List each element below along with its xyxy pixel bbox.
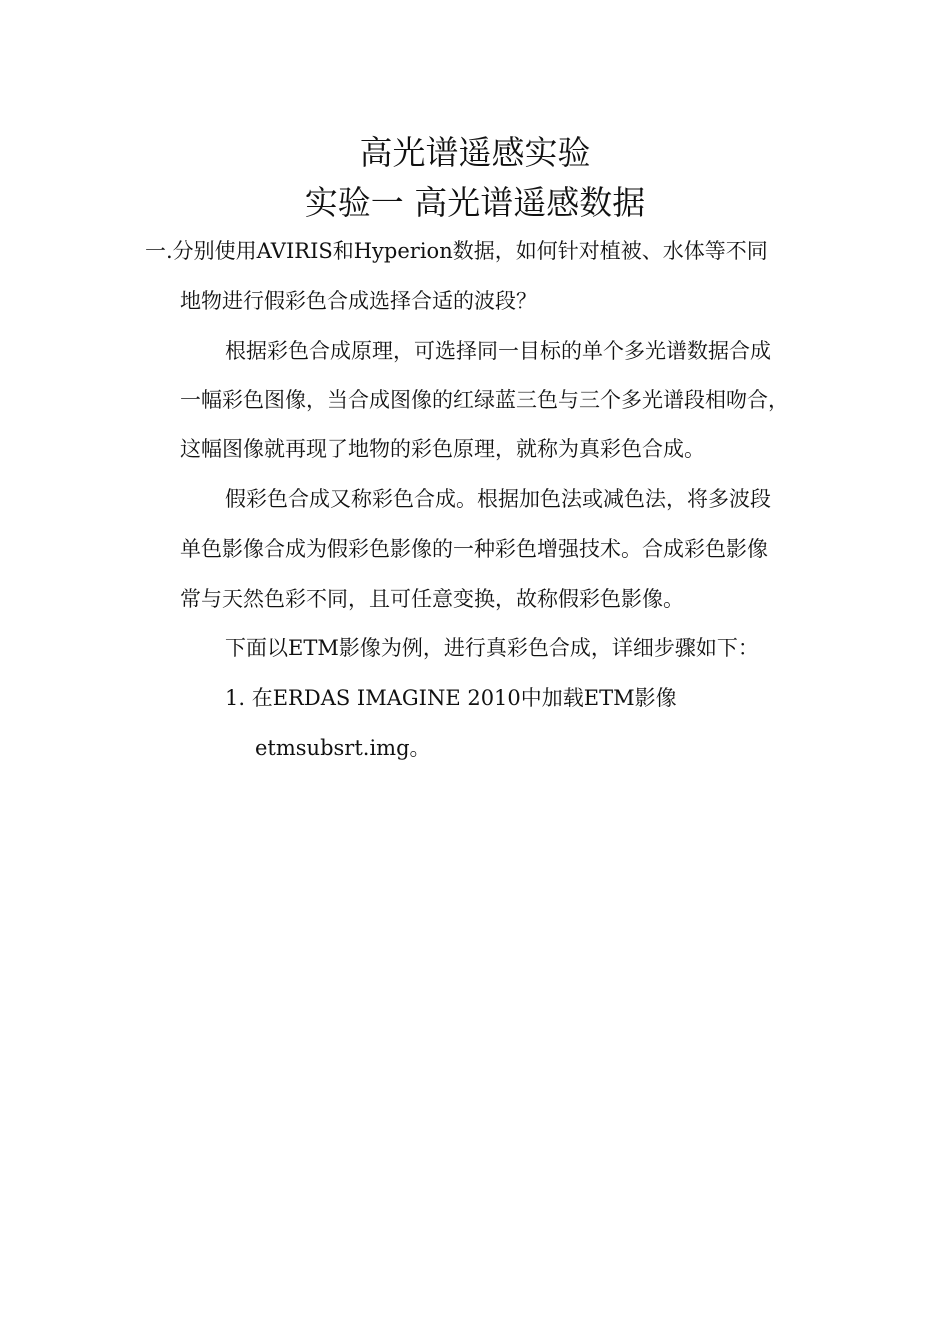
paragraph-2-line-1: 假彩色合成又称彩色合成。根据加色法或减色法，将多波段	[225, 487, 771, 511]
document-subtitle: 实验一 高光谱遥感数据	[304, 183, 646, 222]
document-title: 高光谱遥感实验	[359, 133, 591, 172]
paragraph-1-line-1: 根据彩色合成原理，可选择同一目标的单个多光谱数据合成	[225, 339, 771, 363]
question-line-2: 地物进行假彩色合成选择合适的波段？	[180, 289, 537, 313]
paragraph-3: 下面以ETM影像为例，进行真彩色合成，详细步骤如下：	[225, 636, 759, 660]
paragraph-2-line-2: 单色影像合成为假彩色影像的一种彩色增强技术。合成彩色影像	[180, 537, 768, 561]
step-1-line-2: etmsubsrt.img。	[255, 736, 431, 760]
paragraph-1-line-3: 这幅图像就再现了地物的彩色原理，就称为真彩色合成。	[180, 437, 705, 461]
paragraph-2-line-3: 常与天然色彩不同，且可任意变换，故称假彩色影像。	[180, 587, 684, 611]
paragraph-1-line-2: 一幅彩色图像，当合成图像的红绿蓝三色与三个多光谱段相吻合，	[180, 388, 789, 412]
step-1-line-1: 1. 在ERDAS IMAGINE 2010中加载ETM影像	[225, 686, 677, 710]
question-line-1: 一.分别使用AVIRIS和Hyperion数据，如何针对植被、水体等不同	[145, 239, 768, 263]
